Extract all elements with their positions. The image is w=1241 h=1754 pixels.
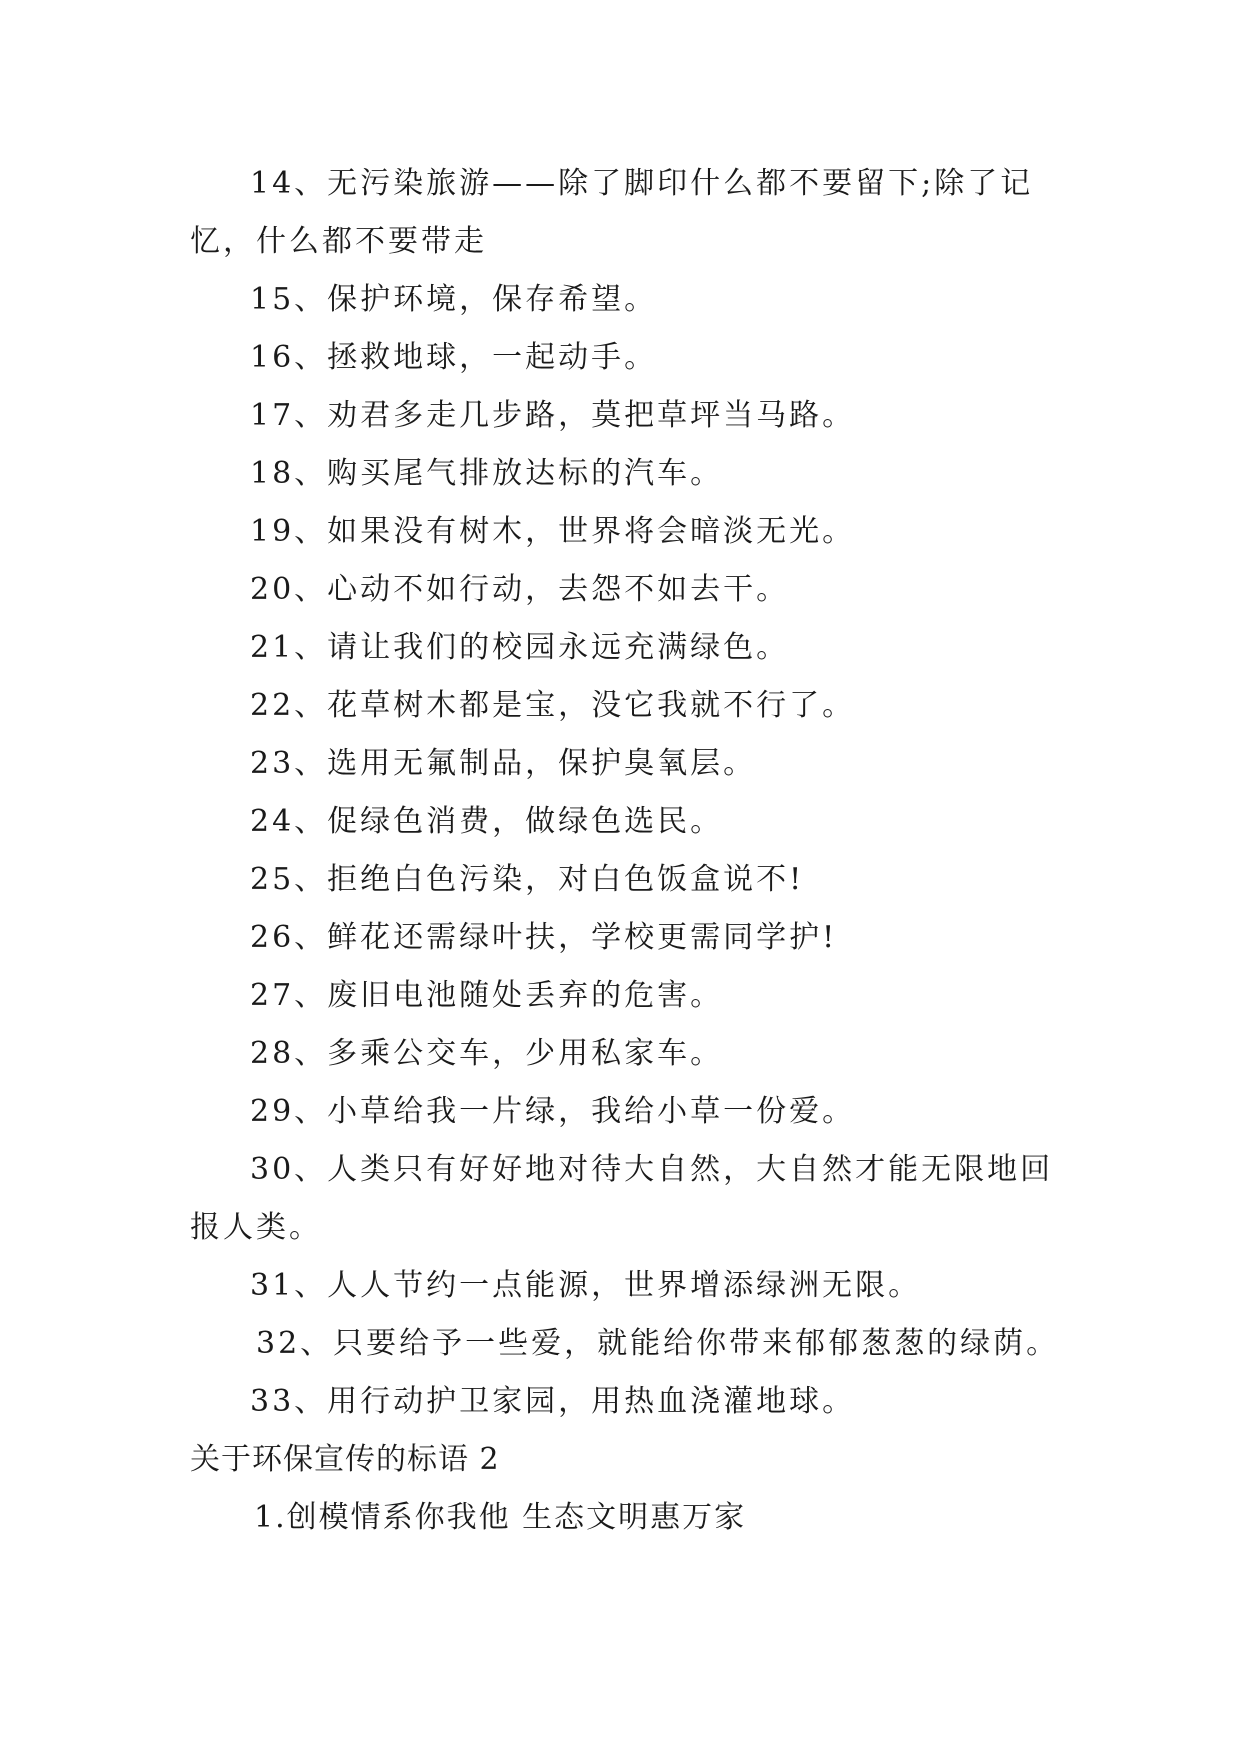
slogan-15: 15、保护环境，保存希望。 (250, 282, 658, 317)
slogan-29: 29、小草给我一片绿，我给小草一份爱。 (250, 1094, 856, 1129)
slogan-16: 16、拯救地球，一起动手。 (250, 340, 658, 375)
slogan-14: 14、无污染旅游——除了脚印什么都不要留下;除了记 (250, 166, 1034, 201)
slogan-17: 17、劝君多走几步路，莫把草坪当马路。 (250, 398, 856, 433)
slogan-30: 30、人类只有好好地对待大自然，大自然才能无限地回 (250, 1152, 1054, 1187)
slogan-18: 18、购买尾气排放达标的汽车。 (250, 456, 724, 491)
slogan-30-continued: 报人类。 (190, 1210, 322, 1245)
slogan-32: 32、只要给予一些爱，就能给你带来郁郁葱葱的绿荫。 (256, 1326, 1060, 1361)
slogan-23: 23、选用无氟制品，保护臭氧层。 (250, 746, 757, 781)
slogan-22: 22、花草树木都是宝，没它我就不行了。 (250, 688, 856, 723)
section-heading: 关于环保宣传的标语 2 (190, 1442, 500, 1477)
slogan-28: 28、多乘公交车，少用私家车。 (250, 1036, 724, 1071)
section-2-slogan-1: 1.创模情系你我他 生态文明惠万家 (254, 1500, 747, 1535)
slogan-14-continued: 忆，什么都不要带走 (190, 224, 487, 259)
slogan-25: 25、拒绝白色污染，对白色饭盒说不! (250, 862, 805, 897)
slogan-26: 26、鲜花还需绿叶扶，学校更需同学护! (250, 920, 838, 955)
slogan-27: 27、废旧电池随处丢弃的危害。 (250, 978, 724, 1013)
slogan-20: 20、心动不如行动，去怨不如去干。 (250, 572, 790, 607)
slogan-19: 19、如果没有树木，世界将会暗淡无光。 (250, 514, 856, 549)
slogan-33: 33、用行动护卫家园，用热血浇灌地球。 (250, 1384, 856, 1419)
slogan-21: 21、请让我们的校园永远充满绿色。 (250, 630, 790, 665)
slogan-24: 24、促绿色消费，做绿色选民。 (250, 804, 724, 839)
slogan-31: 31、人人节约一点能源，世界增添绿洲无限。 (250, 1268, 922, 1303)
